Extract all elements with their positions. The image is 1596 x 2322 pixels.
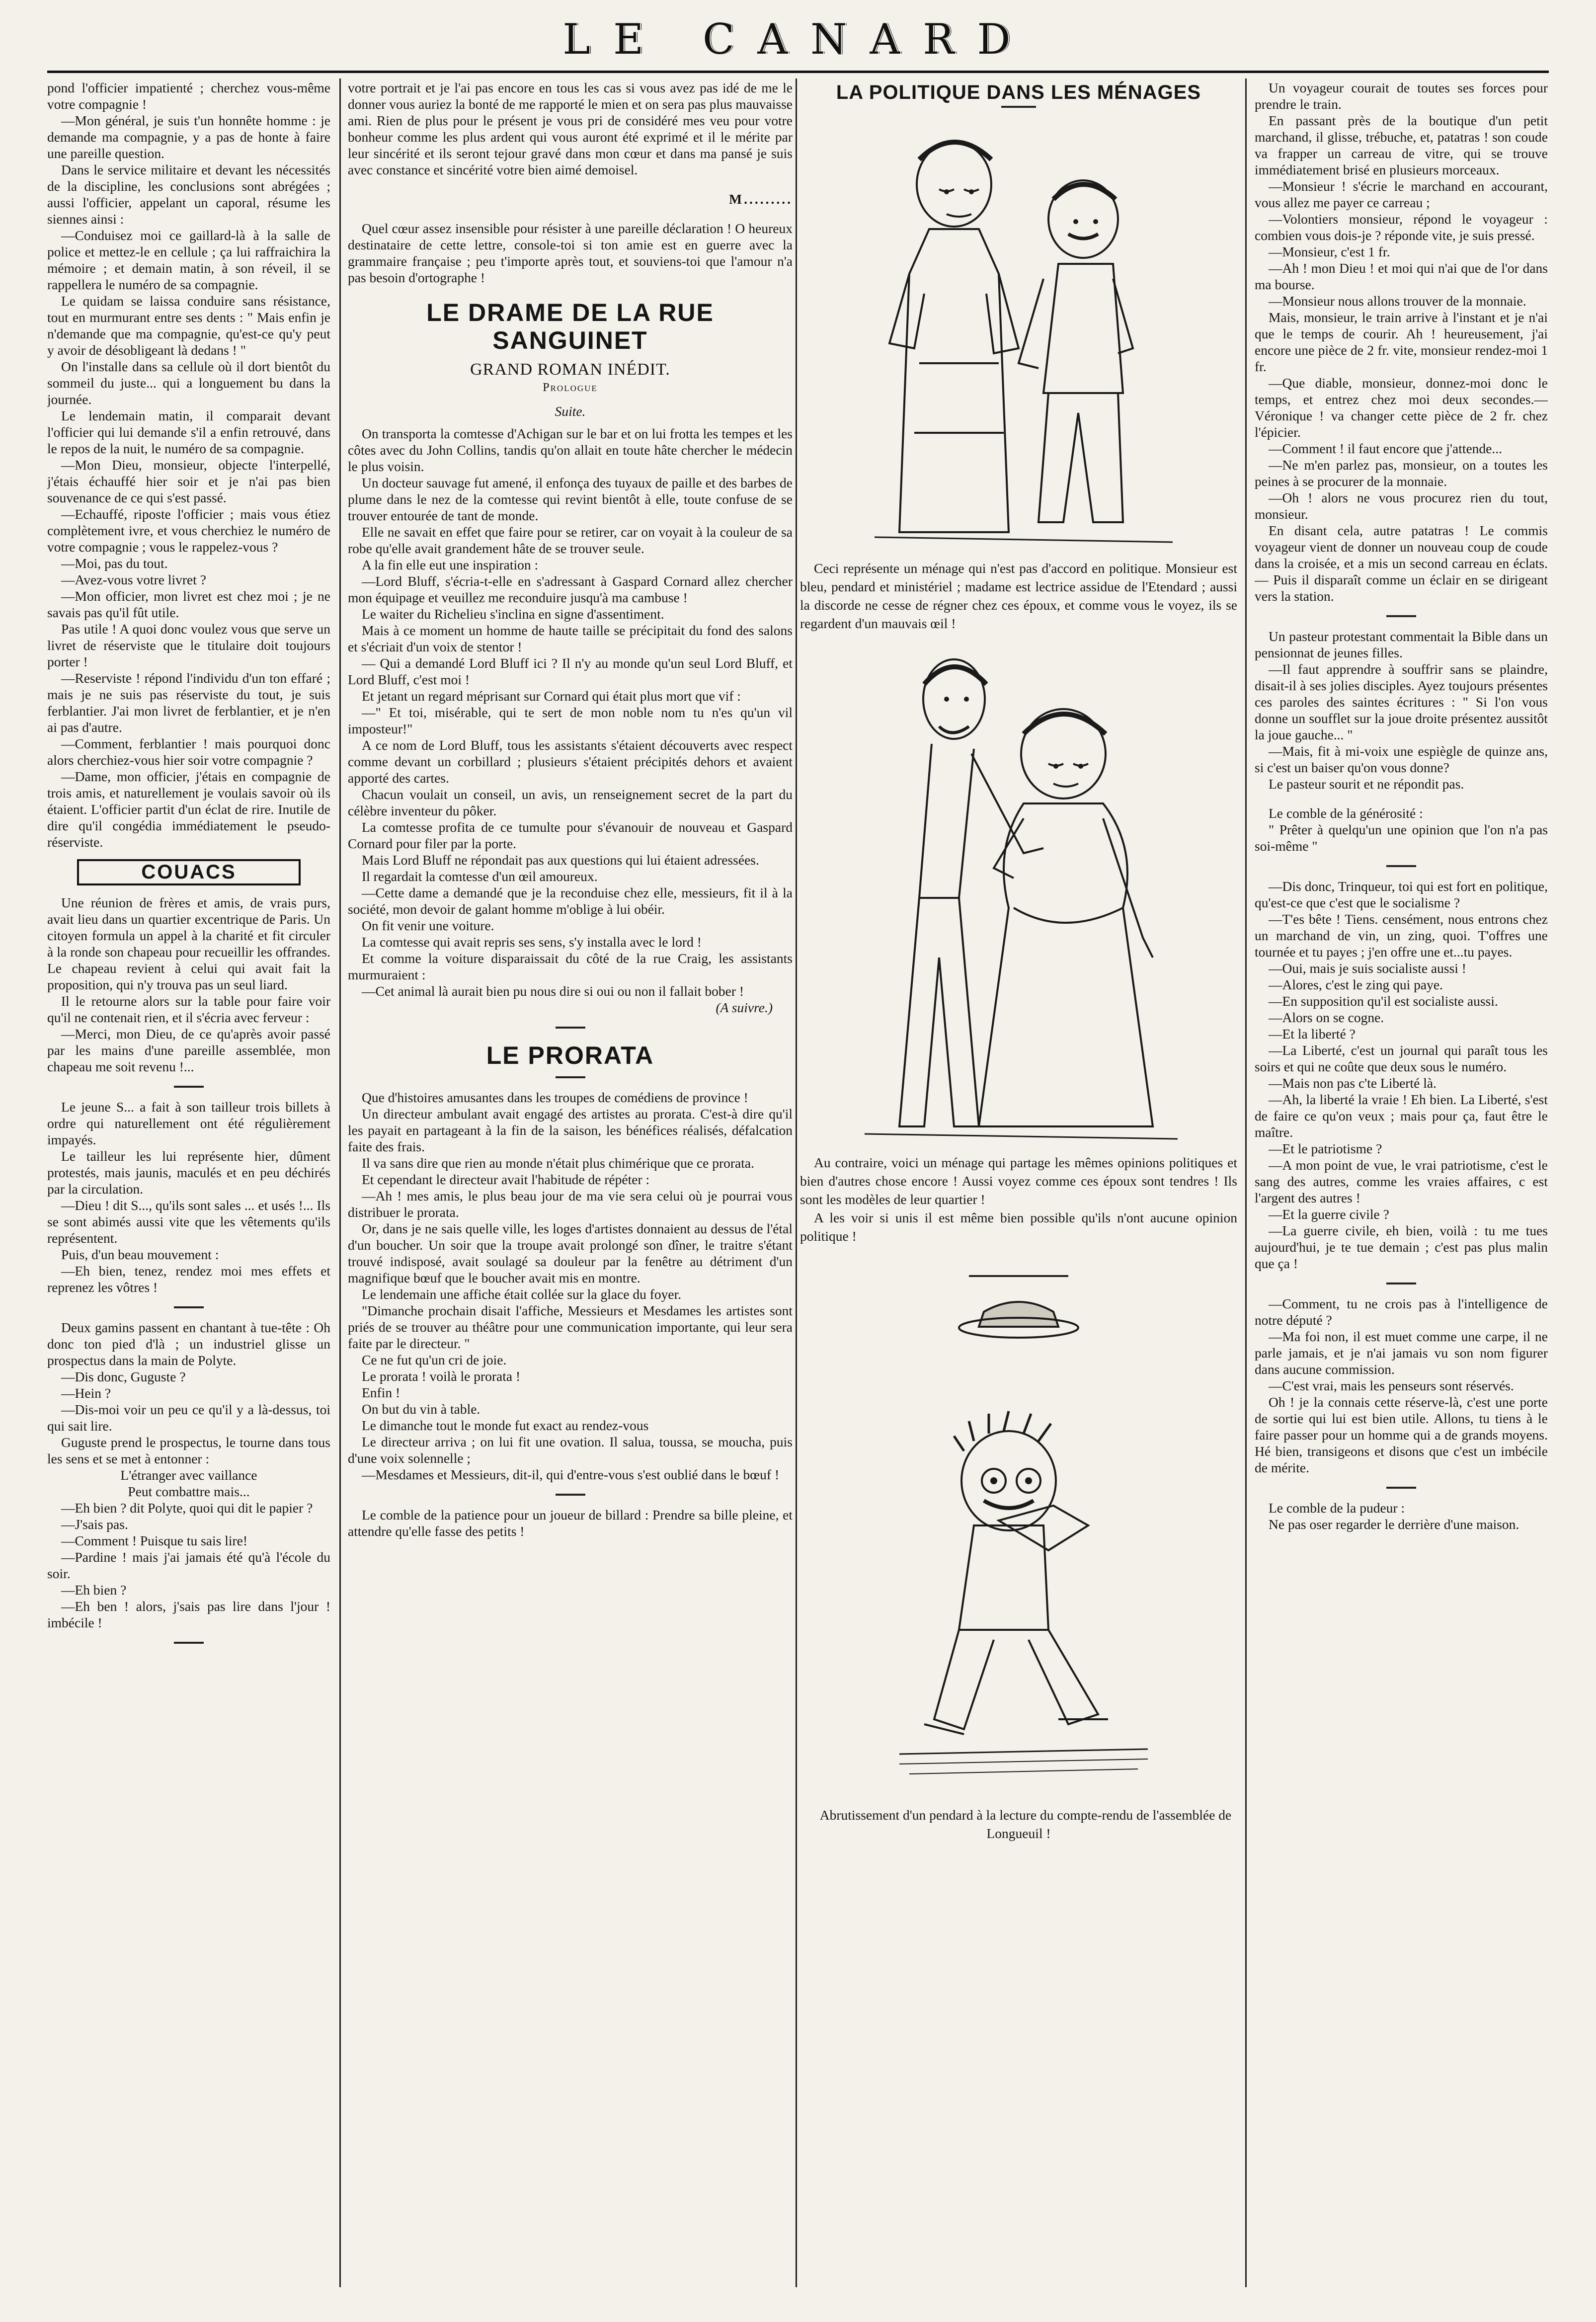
paragraph: —Mesdames et Messieurs, dit-il, qui d'entre-vous s'est oublié dans le bœuf ! [362, 1467, 780, 1482]
paragraph: Un pasteur protestant commentait la Bible dans un pensionnat de jeunes filles. [1255, 629, 1548, 660]
article-title-prorata: LE PRORATA [486, 1041, 654, 1069]
paragraph: Chacun voulait un conseil, un avis, un renseignement secret de la part du célèbre inventeur du pôker. [348, 787, 793, 818]
paragraph: —Eh bien ? [61, 1582, 127, 1598]
paragraph: Un voyageur courait de toutes ses forces pour prendre le train. [1255, 80, 1548, 112]
paragraph: Le comble de la pudeur : [1269, 1500, 1405, 1516]
paragraph: En passant près de la boutique d'un petit marchand, il glisse, trébuche, et, patatras ! son coude va frapper un carreau de vitre, qui se trouve immédiatement brisé en plusieurs morceaux. [1255, 113, 1548, 177]
paragraph: Et cependant le directeur avait l'habitude de répéter : [362, 1172, 650, 1187]
paragraph: —Il faut apprendre à souffrir sans se plaindre, disait-il à ses jolies disciples. Ayez toujours présentes ces paroles des saintes écritures : " Si l'on vous donne un soufflet sur la joue droite présentez aussitôt la joue gauche... " [1255, 661, 1548, 742]
paragraph: Enfin ! [362, 1385, 400, 1400]
paragraph: —Dieu ! dit S..., qu'ils sont sales ... et usés !... Ils se sont abimés aussi vite que les vêtements qu'ils représentent. [47, 1198, 330, 1246]
paragraph: —Alores, c'est le zing qui paye. [1269, 977, 1443, 992]
paragraph: —C'est vrai, mais les penseurs sont réservés. [1269, 1378, 1514, 1393]
paragraph: Le comble de la patience pour un joueur de billard : Prendre sa bille pleine, et attendre qu'elle fasse des petits ! [348, 1507, 793, 1539]
paragraph: Le waiter du Richelieu s'inclina en signe d'assentiment. [362, 606, 664, 622]
paragraph: votre portrait et je l'ai pas encore en tous les cas si vous avez pas idé de me le donner vous auriez la bonté de me rapporté le mien et on sera pas plus mauvaisse ami. Rien de plus pour le présent je vous pri de considéré mes veu pour votre bonheur comme les plus ardent qui vous auront été exprimé et il le mérite par leur sincérité et ils seront tejour gravé dans mon cœur et dans ma pansé je suis avec constance et sincérité votre bien aimé demoisel. [348, 80, 793, 177]
masthead [0, 0, 1596, 64]
paragraph: —Pardine ! mais j'ai jamais été qu'à l'école du soir. [47, 1549, 330, 1581]
paragraph: Elle ne savait en effet que faire pour se retirer, car on voyait à la couleur de sa robe qu'elle avait grandement hâte de se trouver seule. [348, 524, 793, 556]
paragraph: —Mon Dieu, monsieur, objecte l'interpellé, j'étais échauffé hier soir et je n'ai pas bien souvenance de ce qui s'est passé. [47, 457, 330, 505]
column-1 [47, 80, 330, 2287]
paragraph: —Echauffé, riposte l'officier ; mais vous étiez complètement ivre, et vous cherchiez le numéro de votre compagnie ; vous le rappelez-vous ? [47, 506, 330, 555]
paragraph: Or, dans je ne sais quelle ville, les loges d'artistes donnaient au dessus de l'étal d'un boucher. Un soir que la troupe avait prolongé son dîner, le traitre s'étant trouvé indisposé, avait soulagé sa douleur par la fenêtre au détriment d'un magnifique bœuf que le boucher avait mis en montre. [348, 1221, 793, 1285]
paragraph: —Comment, tu ne crois pas à l'intelligence de notre député ? [1255, 1296, 1548, 1328]
paragraph: Ne pas oser regarder le derrière d'une maison. [1269, 1517, 1519, 1532]
paragraph: Quel cœur assez insensible pour résister à une pareille déclaration ! O heureux destinataire de cette lettre, console-toi si ton amie est en guerre avec la grammaire française ; peu t'importe après tout, et souviens-toi que l'amour n'a pas besoin d'ortographe ! [348, 221, 793, 285]
separator [1386, 1282, 1416, 1284]
paragraph: Le directeur arriva ; on lui fit une ovation. Il salua, toussa, se moucha, puis d'une voix solennelle ; [348, 1434, 793, 1466]
paragraph: —Volontiers monsieur, répond le voyageur : combien vous dois-je ? réponde vite, je suis pressé. [1255, 211, 1548, 243]
song-line: L'étranger avec vaillance [120, 1467, 257, 1483]
paragraph: —La Liberté, c'est un journal qui paraît tous les soirs et qui ne coûte que deux sous le numéro. [1255, 1042, 1548, 1074]
song-line: Peut combattre mais... [128, 1484, 250, 1499]
illustration-quarreling-couple [845, 115, 1193, 552]
paragraph: —Et la guerre civile ? [1269, 1206, 1389, 1222]
paragraph: —Mais, fit à mi-voix une espiègle de quinze ans, si c'est un baiser qu'on vous donne? [1255, 743, 1548, 775]
paragraph: —Merci, mon Dieu, de ce qu'après avoir passé par les mains d'une pareille assemblée, mon chapeau me soit revenu !... [47, 1026, 330, 1074]
separator [1386, 615, 1416, 617]
paragraph: —Mon général, je suis t'un honnête homme : je demande ma compagnie, y a pas de honte à faire une pareille question. [47, 113, 330, 161]
column-divider [1245, 79, 1247, 2287]
paragraph: —Moi, pas du tout. [61, 556, 168, 571]
paragraph: —Lord Bluff, s'écria-t-elle en s'adressant à Gaspard Cornard allez chercher mon équipage et veuillez me reconduire jusqu'à ma cambuse ! [348, 573, 793, 605]
paragraph: —Comment, ferblantier ! mais pourquoi donc alors cherchiez-vous hier soir votre compagnie ? [47, 736, 330, 768]
separator [1386, 865, 1416, 867]
paragraph: La comtesse profita de ce tumulte pour s'évanouir de nouveau et Gaspard Cornard pour filer par la porte. [348, 819, 793, 851]
paragraph: Le quidam se laissa conduire sans résistance, tout en murmurant entre ses dents : " Mais enfin je n'demande que ma compagnie, qu'est-ce qu'y peut y avoir de désobligeant là dedans ! " [47, 293, 330, 358]
paragraph: —Et la liberté ? [1269, 1026, 1356, 1041]
letter-signature: M......... [729, 191, 793, 207]
paragraph: —Cet animal là aurait bien pu nous dire si oui ou non il fallait bober ! [362, 983, 744, 999]
paragraph: Mais Lord Bluff ne répondait pas aux questions qui lui étaient adressées. [362, 852, 759, 868]
paragraph: —Dis donc, Trinqueur, toi qui est fort en politique, qu'est-ce que c'est que le socialisme ? [1255, 879, 1548, 910]
paragraph: Il le retourne alors sur la table pour faire voir qu'il ne contenait rien, et il s'écria avec ferveur : [47, 993, 330, 1025]
paragraph: —Dame, mon officier, j'étais en compagnie de trois amis, et naturellement je voulais savoir où ils étaient. L'officier partit d'un éclat de rire. Inutile de dire qu'il congédia immédiatement le pseudo-réserviste. [47, 769, 330, 850]
paragraph: —Reserviste ! répond l'individu d'un ton effaré ; mais je ne suis pas réserviste du tout, je suis ferblantier. J'ai mon livret de ferblantier, et je n'en ai pas d'autre. [47, 670, 330, 735]
column-3 [800, 80, 1237, 2287]
to-be-continued: (A suivre.) [716, 1000, 773, 1015]
paragraph: Le lendemain matin, il comparait devant l'officier qui lui demande s'il a enfin retrouvé, dans le repos de la nuit, le numéro de sa compagnie. [47, 408, 330, 456]
paragraph: Que d'histoires amusantes dans les troupes de comédiens de province ! [362, 1090, 748, 1105]
separator [969, 1275, 1068, 1277]
paragraph: " Prêter à quelqu'un une opinion que l'on n'a pas soi-même " [1255, 822, 1548, 854]
paragraph: —Conduisez moi ce gaillard-là à la salle de police et mettez-le en cellule ; ça lui raffraichira la mémoire ; et demain matin, à son réveil, il se rappellera le numéro de sa compagnie. [47, 228, 330, 292]
illustration-united-couple [845, 640, 1193, 1146]
paragraph: —Dis donc, Guguste ? [61, 1369, 186, 1384]
caption-4: Abrutissement d'un pendard à la lecture du compte-rendu de l'assemblée de Longueuil ! [819, 1807, 1232, 1841]
paragraph: Un docteur sauvage fut amené, il enfonça des tuyaux de paille et des barbes de plume dans le nez de la comtesse qui revint bientôt à elle, toute confuse de se trouver entourée de tant de monde. [348, 475, 793, 523]
paragraph: Le lendemain une affiche était collée sur la glace du foyer. [362, 1286, 682, 1302]
paragraph: A la fin elle eut une inspiration : [362, 557, 539, 572]
paragraph: —Ah ! mon Dieu ! et moi qui n'ai que de l'or dans ma bourse. [1255, 260, 1548, 292]
separator [1001, 106, 1036, 108]
paragraph: —Ah ! mes amis, le plus beau jour de ma vie sera celui où je pourrai vous distribuer le prorata. [348, 1188, 793, 1220]
paragraph: Il va sans dire que rien au monde n'était plus chimérique que ce prorata. [362, 1155, 754, 1171]
paragraph: Mais à ce moment un homme de haute taille se précipitait du fond des salons et s'écriait d'un voix de stentor ! [348, 623, 793, 654]
paragraph: Et jetant un regard méprisant sur Cornard qui était plus mort que vif : [362, 688, 741, 704]
paragraph: —Oui, mais je suis socialiste aussi ! [1269, 961, 1466, 976]
paragraph: —Comment ! il faut encore que j'attende... [1269, 441, 1503, 456]
paragraph: pond l'officier impatienté ; cherchez vous-même votre compagnie ! [47, 80, 330, 112]
paragraph: "Dimanche prochain disait l'affiche, Messieurs et Mesdames les artistes sont priés de se trouver au théâtre pour une communication importante, qui leur sera faite par le directeur. " [348, 1303, 793, 1351]
paragraph: Une réunion de frères et amis, de vrais purs, avait lieu dans un quartier excentrique de Paris. Un citoyen formula un appel à la charité et fit circuler à la ronde son chapeau pour recueillir les offrandes. Le chapeau revient à celui qui avait fait la proposition, qui n'y trouva pas un seul liard. [47, 895, 330, 992]
paragraph: Mais, monsieur, le train arrive à l'instant et je n'ai que le temps de courir. Ah ! heureusement, j'ai encore une pièce de 2 fr. vite, monsieur rendez-moi 1 fr. [1255, 310, 1548, 374]
paragraph: —Mais non pas c'te Liberté là. [1269, 1075, 1436, 1091]
caption-1: Ceci représente un ménage qui n'est pas d'accord en politique. Monsieur est bleu, pendard et ministériel ; madame est lectrice assidue de l'Etendard ; aussi la discorde ne cesse de régner chez ces époux, et comme vous le voyez, ils se regardent d'un mauvais œil ! [800, 560, 1237, 631]
paragraph: —Eh bien, tenez, rendez moi mes effets et reprenez les vôtres ! [47, 1263, 330, 1295]
paragraph: On but du vin à table. [362, 1401, 480, 1417]
article-subtitle: GRAND ROMAN INÉDIT. [470, 360, 670, 379]
paragraph: Ce ne fut qu'un cri de joie. [362, 1352, 507, 1367]
paragraph: Le prorata ! voilà le prorata ! [362, 1368, 521, 1384]
article-title-politique: LA POLITIQUE DANS LES MÉNAGES [836, 81, 1201, 103]
separator [174, 1306, 204, 1308]
paragraph: —Ne m'en parlez pas, monsieur, on a toutes les peines à se procurer de la monnaie. [1255, 457, 1548, 489]
paragraph: —Mon officier, mon livret est chez moi ; je ne savais pas qu'il fût utile. [47, 588, 330, 620]
separator [174, 1086, 204, 1088]
paragraph: —La guerre civile, eh bien, voilà : tu me tues aujourd'hui, je te tue demain ; c'est pas plus malin que ça ! [1255, 1223, 1548, 1271]
paragraph: —Avez-vous votre livret ? [61, 572, 206, 587]
paragraph: —Hein ? [61, 1385, 111, 1401]
paragraph: Il regardait la comtesse d'un œil amoureux. [362, 869, 598, 884]
paragraph: Guguste prend le prospectus, le tourne dans tous les sens et se met à entonner : [47, 1435, 330, 1466]
paragraph: —Eh ben ! alors, j'sais pas lire dans l'jour ! imbécile ! [47, 1599, 330, 1630]
newspaper-title: LE CANARD [562, 15, 1034, 64]
section-heading-couacs: COUACS [77, 859, 301, 885]
paragraph: Pas utile ! A quoi donc voulez vous que serve un livret de réserviste que le titulaire doit toujours porter ! [47, 621, 330, 669]
paragraph: —Comment ! Puisque tu sais lire! [61, 1533, 248, 1548]
column-divider [339, 79, 341, 2287]
paragraph: —A mon point de vue, le vrai patriotisme, c'est le sang des autres, comme les vraies affaires, c est l'argent des autres ! [1255, 1157, 1548, 1205]
separator [556, 1494, 585, 1496]
paragraph: Dans le service militaire et devant les nécessités de la discipline, les conclusions sont abrégées ; aussi l'officier, appelant un caporal, résume les siennes ainsi : [47, 162, 330, 227]
paragraph: —J'sais pas. [61, 1517, 128, 1532]
column-2 [348, 80, 793, 2287]
column-divider [796, 79, 797, 2287]
paragraph: —Dis-moi voir un peu ce qu'il y a là-dessus, toi qui sait lire. [47, 1402, 330, 1434]
paragraph: —Monsieur, c'est 1 fr. [1269, 244, 1390, 259]
paragraph: —Monsieur nous allons trouver de la monnaie. [1269, 293, 1526, 309]
column-4 [1255, 80, 1548, 2287]
separator [556, 1027, 585, 1029]
paragraph: —Oh ! alors ne vous procurez rien du tout, monsieur. [1255, 490, 1548, 522]
paragraph: Le pasteur sourit et ne répondit pas. [1269, 776, 1464, 792]
paragraph: Puis, d'un beau mouvement : [61, 1247, 219, 1262]
paragraph: On fit venir une voiture. [362, 918, 494, 933]
article-prologue: Prologue [543, 381, 598, 394]
paragraph: —Ah, la liberté la vraie ! Eh bien. La Liberté, s'est de faire ce qu'on veux ; mais pour ça, faut être le maître. [1255, 1092, 1548, 1140]
paragraph: —Eh bien ? dit Polyte, quoi qui dit le papier ? [61, 1500, 313, 1516]
paragraph: —Monsieur ! s'écrie le marchand en accourant, vous allez me payer ce carreau ; [1255, 178, 1548, 210]
paragraph: On l'installe dans sa cellule où il dort bientôt du sommeil du juste... qui a longuement bu dans la journée. [47, 359, 330, 407]
paragraph: Le dimanche tout le monde fut exact au rendez-vous [362, 1418, 649, 1433]
paragraph: Un directeur ambulant avait engagé des artistes au prorata. C'est-à dire qu'il les payait en partageant à la fin de la saison, les bénéfices réalisés, défalcation faite des frais. [348, 1106, 793, 1154]
paragraph: — Qui a demandé Lord Bluff ici ? Il n'y au monde qu'un seul Lord Bluff, et Lord Bluff, c'est moi ! [348, 655, 793, 687]
paragraph: —" Et toi, misérable, qui te sert de mon noble nom tu n'es qu'un vil imposteur!" [348, 705, 793, 736]
paragraph: —En supposition qu'il est socialiste aussi. [1269, 993, 1498, 1009]
paragraph: Et comme la voiture disparaissait du côté de la rue Craig, les assistants murmuraient : [348, 951, 793, 982]
caption-2: Au contraire, voici un ménage qui partage les mêmes opinions politiques et bien d'autres chose encore ! Aussi voyez comme ces époux sont tendres ! Ils sont les modèles de leur quartier ! [800, 1155, 1237, 1207]
illustration-pendard-reading [879, 1292, 1158, 1799]
separator [1386, 1487, 1416, 1489]
paragraph: Oh ! je la connais cette réserve-là, c'est une porte de sortie qui lui est bien utile. Allons, tu tiens à le faire passer pour un homme qui a de grands moyens. Hé bien, transigeons et disons que c'est un imbécile de mérite. [1255, 1394, 1548, 1475]
paragraph: Le jeune S... a fait à son tailleur trois billets à ordre qui naturellement ont été régulièrement impayés. [47, 1099, 330, 1147]
separator [556, 1076, 585, 1078]
paragraph: En disant cela, autre patatras ! Le commis voyageur vient de donner un nouveau coup de coude dans la croisée, et a mis un second carreau en éclats.— Puis il disparaît comme un éclair en se dirigeant vers la station. [1255, 523, 1548, 604]
suite-label: Suite. [555, 403, 586, 419]
paragraph: Deux gamins passent en chantant à tue-tête : Oh donc ton pied d'là ; un industriel glisse un prospectus dans la main de Polyte. [47, 1320, 330, 1368]
paragraph: —Alors on se cogne. [1269, 1010, 1384, 1025]
paragraph: —Cette dame a demandé que je la reconduise chez elle, messieurs, fit il à la société, mon devoir de galant homme m'oblige à lui obéir. [348, 885, 793, 917]
top-rule [47, 71, 1549, 73]
paragraph: On transporta la comtesse d'Achigan sur le bar et on lui frotta les tempes et les côtes avec du John Collins, tandis qu'on allait en toute hâte chercher le médecin le plus voisin. [348, 426, 793, 474]
paragraph: —Ma foi non, il est muet comme une carpe, il ne parle jamais, et je n'ai jamais vu son nom figurer dans aucune commission. [1255, 1329, 1548, 1377]
paragraph: La comtesse qui avait repris ses sens, s'y installa avec le lord ! [362, 934, 702, 950]
separator [174, 1642, 204, 1644]
paragraph: —Et le patriotisme ? [1269, 1141, 1382, 1156]
paragraph: A ce nom de Lord Bluff, tous les assistants s'étaient découverts avec respect comme devant un corbillard ; plusieurs s'étaient précipités dehors et avaient apporté des cartes. [348, 737, 793, 786]
paragraph: Le tailleur les lui représente hier, dûment protestés, mais jaunis, maculés et en peu déchirés par la circulation. [47, 1148, 330, 1197]
paragraph: Le comble de la générosité : [1269, 805, 1423, 821]
caption-3: A les voir si unis il est même bien possible qu'ils n'ont aucune opinion politique ! [800, 1210, 1237, 1244]
paragraph: —T'es bête ! Tiens. censément, nous entrons chez un marchand de vin, un zing, quoi. T'offres une tournée et tu payes ; j'en offre une et...tu payes. [1255, 911, 1548, 960]
paragraph: —Que diable, monsieur, donnez-moi donc le temps, et entrez chez moi deux secondes.— Véronique ! va changer cette pièce de 2 fr. chez l'épicier. [1255, 375, 1548, 440]
article-title-drame: LE DRAME DE LA RUE SANGUINET [426, 299, 714, 354]
